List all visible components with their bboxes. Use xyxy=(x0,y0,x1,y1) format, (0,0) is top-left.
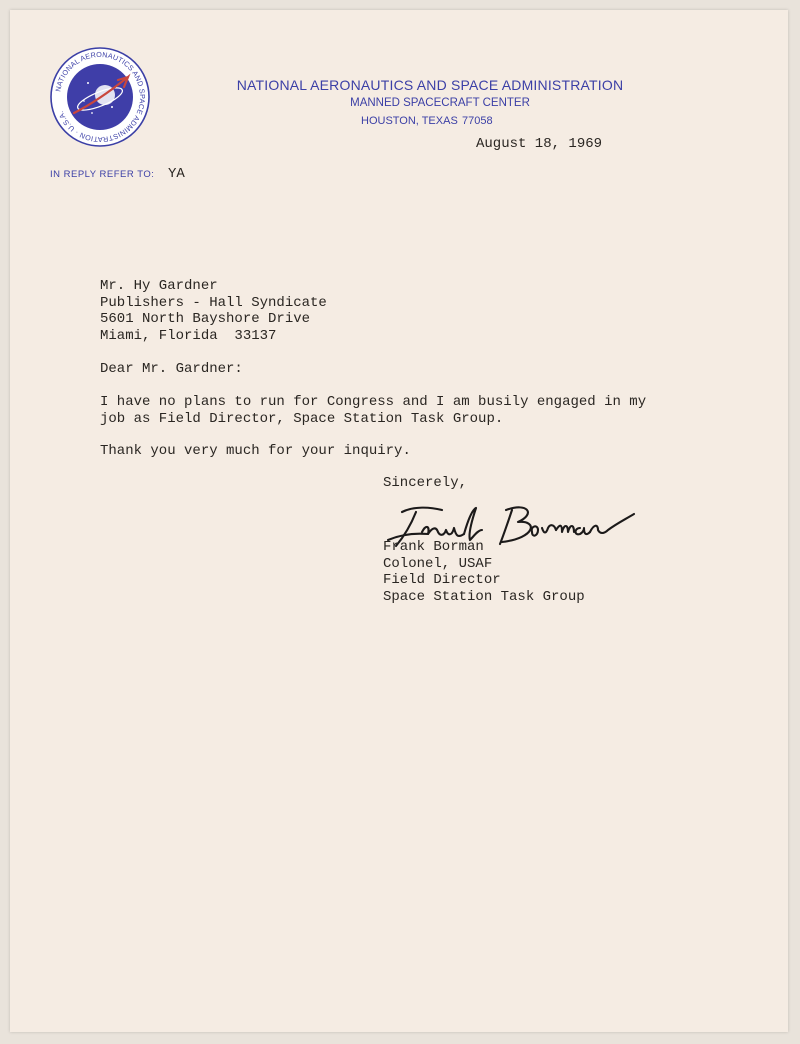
salutation: Dear Mr. Gardner: xyxy=(100,361,243,377)
address-line: Miami, Florida 33137 xyxy=(100,327,277,344)
signer-rank: Colonel, USAF xyxy=(383,555,493,572)
center-city: HOUSTON, TEXAS xyxy=(361,115,458,127)
reply-refer-label: IN REPLY REFER TO: xyxy=(50,169,155,180)
svg-text:NATIONAL AERONAUTICS AND SPACE: NATIONAL AERONAUTICS AND SPACE ADMINISTRATION · U.S.A. xyxy=(53,49,148,145)
reply-refer-code: YA xyxy=(168,166,185,182)
letter-date: August 18, 1969 xyxy=(476,136,603,152)
body-line: I have no plans to run for Congress and I am busily engaged in my xyxy=(100,394,647,410)
signer-name: Frank Borman xyxy=(383,539,484,555)
center-name: MANNED SPACECRAFT CENTER xyxy=(350,97,530,109)
center-zip: 77058 xyxy=(462,115,493,127)
signer-group: Space Station Task Group xyxy=(383,588,585,605)
recipient-address xyxy=(100,278,327,344)
body-line: job as Field Director, Space Station Task Group. xyxy=(100,410,504,427)
closing: Sincerely, xyxy=(383,475,468,491)
address-line: Publishers - Hall Syndicate xyxy=(100,294,327,311)
nasa-seal-icon xyxy=(50,47,150,147)
signer-block xyxy=(383,539,585,605)
body-paragraph: Thank you very much for your inquiry. xyxy=(100,443,411,459)
signer-title: Field Director xyxy=(383,572,501,588)
agency-title: NATIONAL AERONAUTICS AND SPACE ADMINISTRATION xyxy=(236,77,624,93)
address-line: Mr. Hy Gardner xyxy=(100,278,218,294)
address-line: 5601 North Bayshore Drive xyxy=(100,311,311,327)
body-paragraph xyxy=(100,394,646,427)
